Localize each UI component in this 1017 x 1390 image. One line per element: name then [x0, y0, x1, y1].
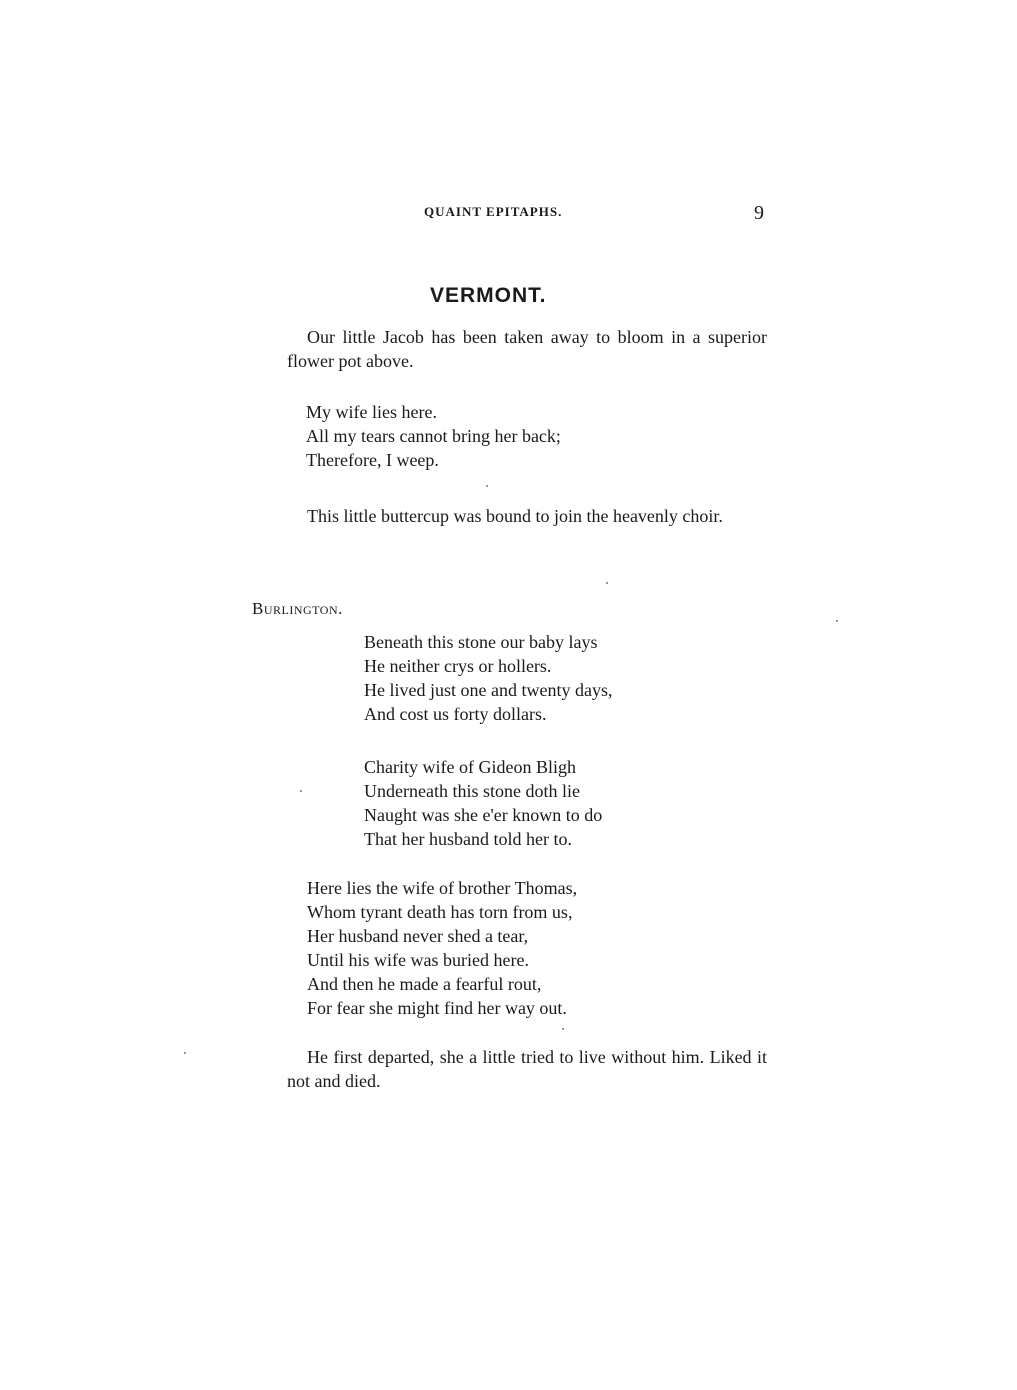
- epitaph-text: This little buttercup was bound to join the heavenly choir.: [307, 506, 723, 526]
- epitaph-text: Our little Jacob has been taken away to bloom in a superior flower pot above.: [287, 327, 767, 371]
- verse-line: Whom tyrant death has torn from us,: [307, 902, 573, 922]
- verse-line: Until his wife was buried here.: [307, 950, 529, 970]
- scan-speck: [184, 1052, 186, 1054]
- verse-line: Therefore, I weep.: [306, 450, 439, 470]
- place-heading: Burlington.: [252, 599, 343, 618]
- epitaph-charity: [364, 755, 602, 851]
- verse-line: Here lies the wife of brother Thomas,: [307, 878, 578, 898]
- verse-line: Charity wife of Gideon Bligh: [364, 757, 576, 777]
- scan-speck: [606, 582, 608, 584]
- verse-line: My wife lies here.: [306, 402, 437, 422]
- epitaph-buttercup: [287, 504, 767, 528]
- section-title: VERMONT.: [430, 284, 547, 307]
- scan-speck: [486, 485, 488, 487]
- verse-line: All my tears cannot bring her back;: [306, 426, 561, 446]
- verse-line: Underneath this stone doth lie: [364, 781, 580, 801]
- verse-line: He neither crys or hollers.: [364, 656, 552, 676]
- epitaph-my-wife: [306, 400, 561, 472]
- verse-line: That her husband told her to.: [364, 829, 572, 849]
- verse-line: And then he made a fearful rout,: [307, 974, 542, 994]
- epitaph-departed: [287, 1045, 767, 1093]
- epitaph-baby: [364, 630, 612, 726]
- scan-speck: [562, 1028, 564, 1030]
- running-head-title: QUAINT EPITAPHS.: [424, 204, 563, 219]
- page-number: 9: [754, 202, 764, 224]
- verse-line: For fear she might find her way out.: [307, 998, 567, 1018]
- verse-line: Naught was she e'er known to do: [364, 805, 603, 825]
- epitaph-text: He first departed, she a little tried to live without him. Liked it not and died.: [287, 1047, 767, 1091]
- verse-line: Beneath this stone our baby lays: [364, 632, 598, 652]
- epitaph-jacob: [287, 325, 767, 373]
- scan-speck: [836, 620, 838, 622]
- epitaph-thomas-wife: [307, 876, 577, 1020]
- verse-line: He lived just one and twenty days,: [364, 680, 613, 700]
- verse-line: Her husband never shed a tear,: [307, 926, 529, 946]
- scan-speck: [300, 790, 302, 792]
- verse-line: And cost us forty dollars.: [364, 704, 547, 724]
